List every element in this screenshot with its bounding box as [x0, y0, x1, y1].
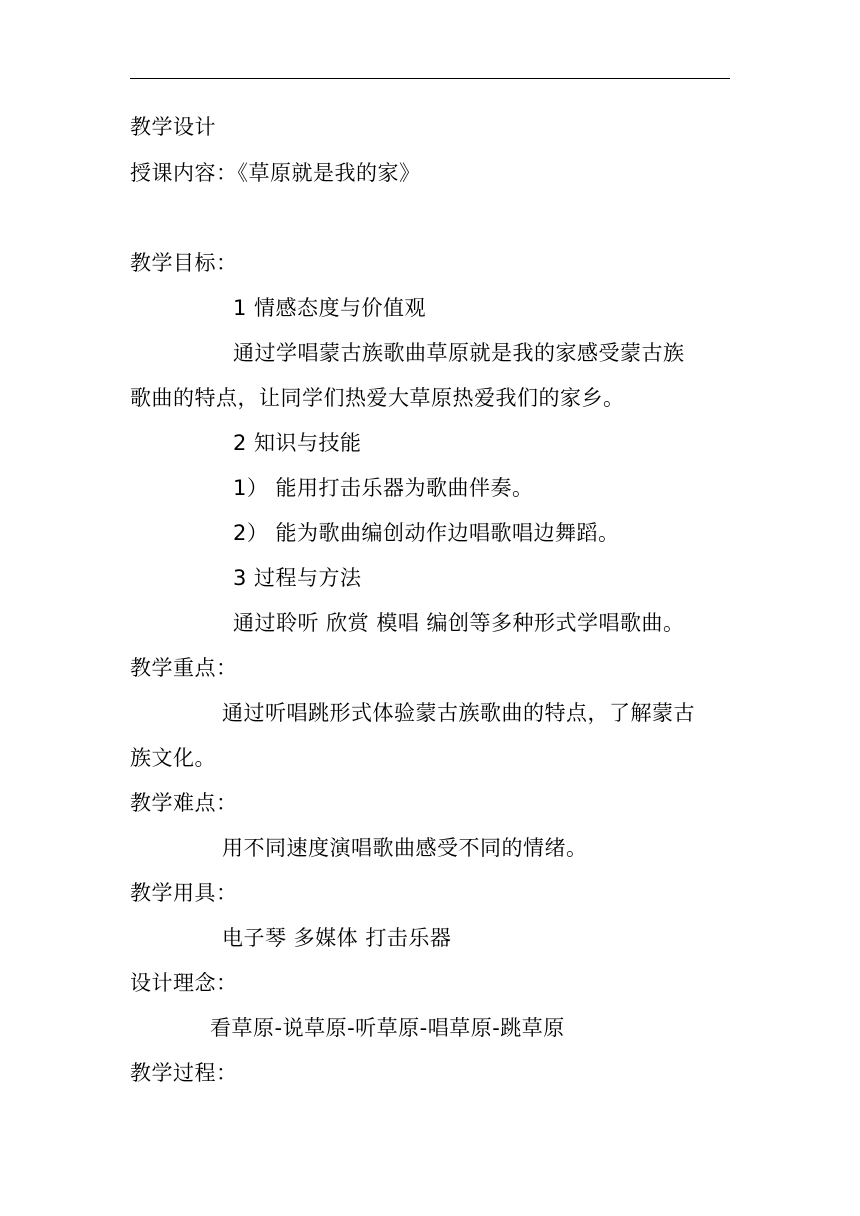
key-points-heading: 教学重点： — [130, 656, 238, 680]
objective2-item2: 2） 能为歌曲编创动作边唱歌唱边舞蹈。 — [233, 521, 620, 545]
objective1-title: 1 情感态度与价值观 — [233, 296, 427, 320]
difficulties-text: 用不同速度演唱歌曲感受不同的情绪。 — [222, 836, 588, 860]
tools-heading: 教学用具： — [130, 881, 238, 905]
difficulties-heading: 教学难点： — [130, 791, 238, 815]
concept-text: 看草原-说草原-听草原-唱草原-跳草原 — [210, 1016, 565, 1040]
tools-text: 电子琴 多媒体 打击乐器 — [222, 926, 452, 950]
objective3-text: 通过聆听 欣赏 模唱 编创等多种形式学唱歌曲。 — [233, 611, 685, 635]
objectives-heading: 教学目标： — [130, 251, 238, 275]
objective2-title: 2 知识与技能 — [233, 431, 362, 455]
objective1-text-line2: 歌曲的特点，让同学们热爱大草原热爱我们的家乡。 — [130, 386, 625, 410]
objective2-item1: 1） 能用打击乐器为歌曲伴奏。 — [233, 476, 534, 500]
objective3-title: 3 过程与方法 — [233, 566, 362, 590]
lesson-content: 授课内容：《草原就是我的家》 — [130, 161, 421, 185]
header-rule — [130, 78, 730, 79]
objective1-text-line1: 通过学唱蒙古族歌曲草原就是我的家感受蒙古族 — [233, 341, 685, 365]
document-title: 教学设计 — [130, 115, 216, 139]
key-points-line2: 族文化。 — [130, 746, 216, 770]
concept-heading: 设计理念： — [130, 971, 238, 995]
process-heading: 教学过程： — [130, 1061, 238, 1085]
key-points-line1: 通过听唱跳形式体验蒙古族歌曲的特点，了解蒙古 — [222, 701, 695, 725]
